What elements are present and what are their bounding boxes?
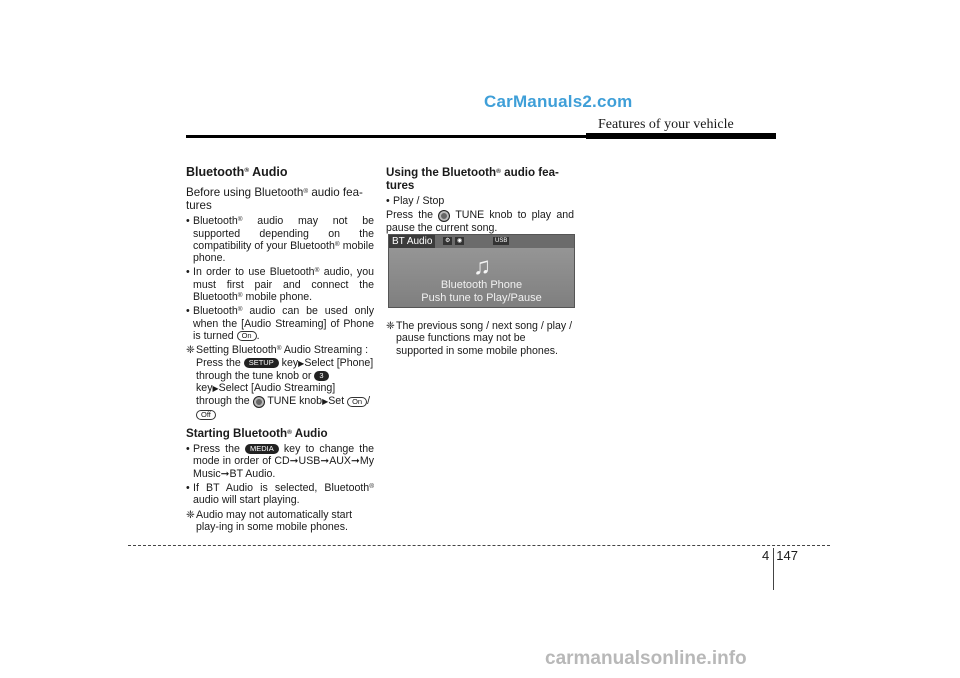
- list-item: • Press the MEDIA key to change the mode in order of CD➞USB➞AUX➞My Music➞BT Audio.: [186, 443, 374, 480]
- arrow-right-icon: ▶: [322, 397, 329, 407]
- page-number: 4 147: [762, 548, 798, 563]
- setup-key-icon: SETUP: [244, 358, 279, 368]
- tune-knob-icon: [253, 396, 265, 408]
- using-heading: Using the Bluetooth® audio fea-tures: [386, 166, 559, 192]
- arrow-right-icon: ▶: [212, 384, 219, 394]
- list-item: • In order to use Bluetooth® audio, you must first pair and connect the Bluetooth® mobile phone.: [186, 266, 374, 303]
- key-3-icon: 3: [314, 371, 328, 381]
- arrow-right-icon: ▶: [298, 358, 305, 368]
- watermark-bottom: carmanualsonline.info: [545, 648, 747, 669]
- usb-icon: USB: [495, 238, 508, 244]
- note: ❈ Setting Bluetooth® Audio Streaming : Press the SETUP key▶Select [Phone] through the tune knob or 3 key▶Select [Audio Streaming] through the TUNE knob▶Set On /Off: [186, 344, 374, 419]
- screen-line: Bluetooth Phone: [440, 279, 523, 291]
- settings-icon: ⚙: [445, 238, 451, 244]
- page-divider: [773, 548, 774, 590]
- footer-rule: [128, 545, 830, 546]
- on-button-icon: On: [237, 331, 257, 341]
- off-button-icon: Off: [196, 410, 216, 420]
- list-item: • Bluetooth® audio may not be supported depending on the compatibility of your Bluetooth® mobile phone.: [186, 215, 374, 264]
- note: ❈ The previous song / next song / play / pause functions may not be supported in some mobile phones.: [386, 320, 573, 357]
- list-item: • Bluetooth® audio can be used only when the [Audio Streaming] of Phone is turned On .: [186, 305, 374, 342]
- on-button-icon: On: [347, 397, 367, 407]
- list-item: • If BT Audio is selected, Bluetooth® audio will start playing.: [186, 482, 374, 507]
- starting-heading: Starting Bluetooth® Audio: [186, 427, 328, 441]
- screen-line: Push tune to Play/Pause: [421, 292, 542, 304]
- music-note-icon: ♫: [473, 253, 491, 280]
- media-key-icon: MEDIA: [245, 444, 279, 454]
- list-item: • Play / Stop: [386, 195, 574, 207]
- section-heading: Bluetooth® Audio: [186, 165, 288, 179]
- paragraph: Press the TUNE knob to play and pause the current song.: [386, 209, 575, 234]
- audio-screen: [388, 234, 575, 308]
- before-heading: Before using Bluetooth® audio fea-tures: [186, 186, 363, 213]
- screen-tab: BT Audio: [389, 235, 435, 248]
- watermark-top: CarManuals2.com: [484, 92, 633, 111]
- right-note: [386, 320, 574, 359]
- note: ❈ Audio may not automatically start play-ing in some mobile phones.: [186, 508, 353, 533]
- header-rule-accent: [586, 133, 776, 139]
- right-column: [386, 166, 574, 234]
- left-column: [186, 166, 374, 535]
- cd-icon: ◉: [457, 238, 463, 244]
- tune-knob-icon: [438, 210, 450, 222]
- section-title: Features of your vehicle: [598, 117, 734, 132]
